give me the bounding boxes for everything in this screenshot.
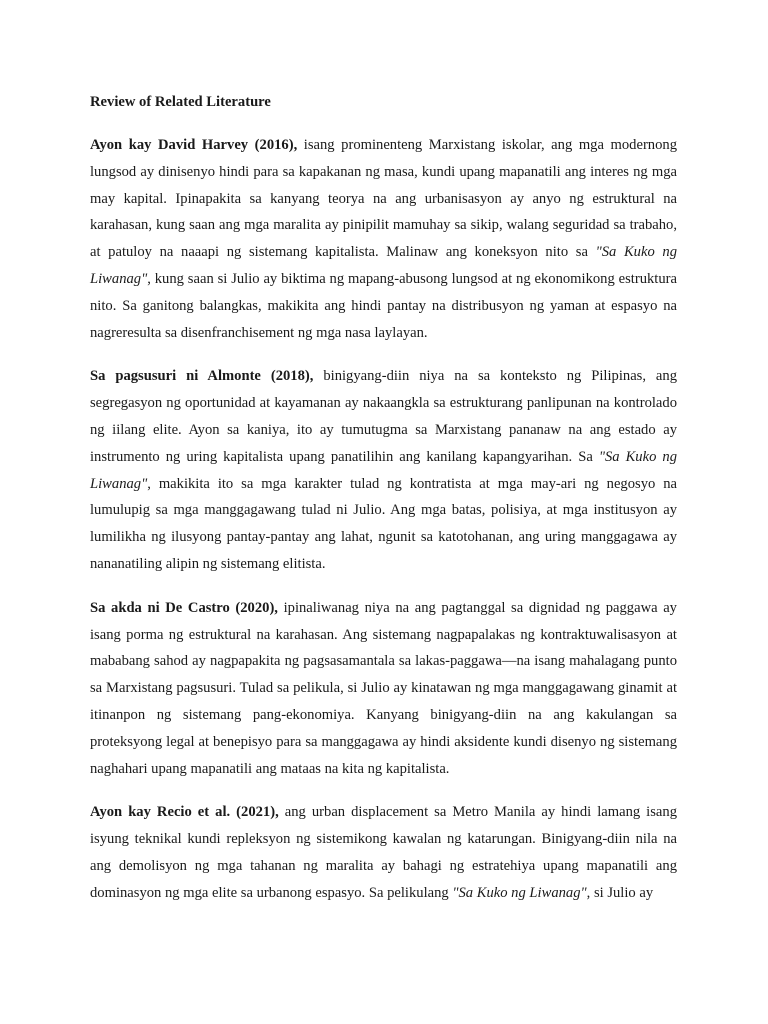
paragraph-almonte [90, 363, 677, 577]
film-title: "Sa Kuko ng Liwanag" [90, 448, 677, 492]
paragraph-lead: Ayon kay David Harvey (2016), [90, 137, 298, 153]
section-heading: Review of Related Literature [90, 94, 271, 110]
paragraph-harvey [90, 132, 677, 346]
paragraph-de-castro [90, 595, 677, 783]
paragraph-text: , makikita ito sa mga karakter tulad ng kontratista at mga may-ari ng negosyo na lumulupig sa mga manggagawang tulad ni Julio. Ang mga batas, polisiya, at mga institusyon ay lumilikha ng ilusyong pantay-pantay ang lahat, ngunit sa katotohanan, ang uring manggagawa ay nananatiling alipin ng sistemang elitista. [90, 475, 677, 572]
paragraph-lead: Sa akda ni De Castro (2020), [90, 599, 278, 616]
paragraph-text: , si Julio ay [586, 884, 654, 901]
paragraph-text: , kung saan si Julio ay biktima ng mapang-abusong lungsod at ng ekonomikong estruktura nito. Sa ganitong balangkas, makikita ang hindi pantay na distribusyon ng yaman at espasyo na nagreresulta sa disenfranchisement ng mga nasa laylayan. [90, 270, 677, 341]
paragraph-lead: Sa pagsusuri ni Almonte (2018), [90, 368, 314, 385]
document-page [90, 89, 677, 924]
paragraph-text: ang urban displacement sa Metro Manila ay hindi lamang isang isyung teknikal kundi repleksyon ng sistemikong kawalan ng katarungan. Binigyang-diin nila na ang demolisyon ng mga tahanan ng maralita ay bahagi ng estratehiya upang mapanatili ang dominasyon ng mga elite sa urbanong espasyo. Sa pelikulang [90, 804, 677, 901]
film-title: "Sa Kuko ng Liwanag" [452, 884, 587, 901]
paragraph-lead: Ayon kay Recio et al. (2021), [90, 804, 279, 821]
paragraph-text: ipinaliwanag niya na ang pagtanggal sa dignidad ng paggawa ay isang porma ng estruktural na karahasan. Ang sistemang nagpapalakas ng kontraktuwalisasyon at mababang sahod ay nagpapakita ng pagsasamantala sa lakas-paggawa—na isang mahalagang punto sa Marxistang pagsusuri. Tulad sa pelikula, si Julio ay kinatawan ng mga manggagawang ginamit at itinanpon ng sistemang pang-ekonomiya. Kanyang binigyang-diin na ang kakulangan sa proteksyong legal at benepisyo para sa manggagawa ay hindi aksidente kundi disenyo ng sistemang naghahari upang mapanatili ang mataas na kita ng kapitalista. [90, 599, 677, 777]
paragraph-text: binigyang-diin niya na sa konteksto ng Pilipinas, ang segregasyon ng oportunidad at kayamanan ay nakaangkla sa estrukturang panlipunan na kontrolado ng iilang elite. Ayon sa kaniya, ito ay tumutugma sa Marxistang pananaw na ang estado ay instrumento ng uring kapitalista upang panatilihin ang kanilang kapangyarihan. Sa [90, 368, 678, 465]
paragraph-recio [90, 799, 677, 906]
film-title: "Sa Kuko ng Liwanag" [90, 244, 677, 287]
paragraph-text: isang prominenteng Marxistang iskolar, ang mga modernong lungsod ay dinisenyo hindi para sa kapakanan ng masa, kundi upang mapanatili ang interes ng mga may kapital. Ipinapakita sa kanyang teorya na ang urbanisasyon ay anyo ng estruktural na karahasan, kung saan ang mga maralita ay pinipilit mamuhay sa sikip, walang seguridad sa trabaho, at patuloy na naaapi ng sistemang kapitalista. Malinaw ang koneksyon nito sa [90, 137, 677, 261]
